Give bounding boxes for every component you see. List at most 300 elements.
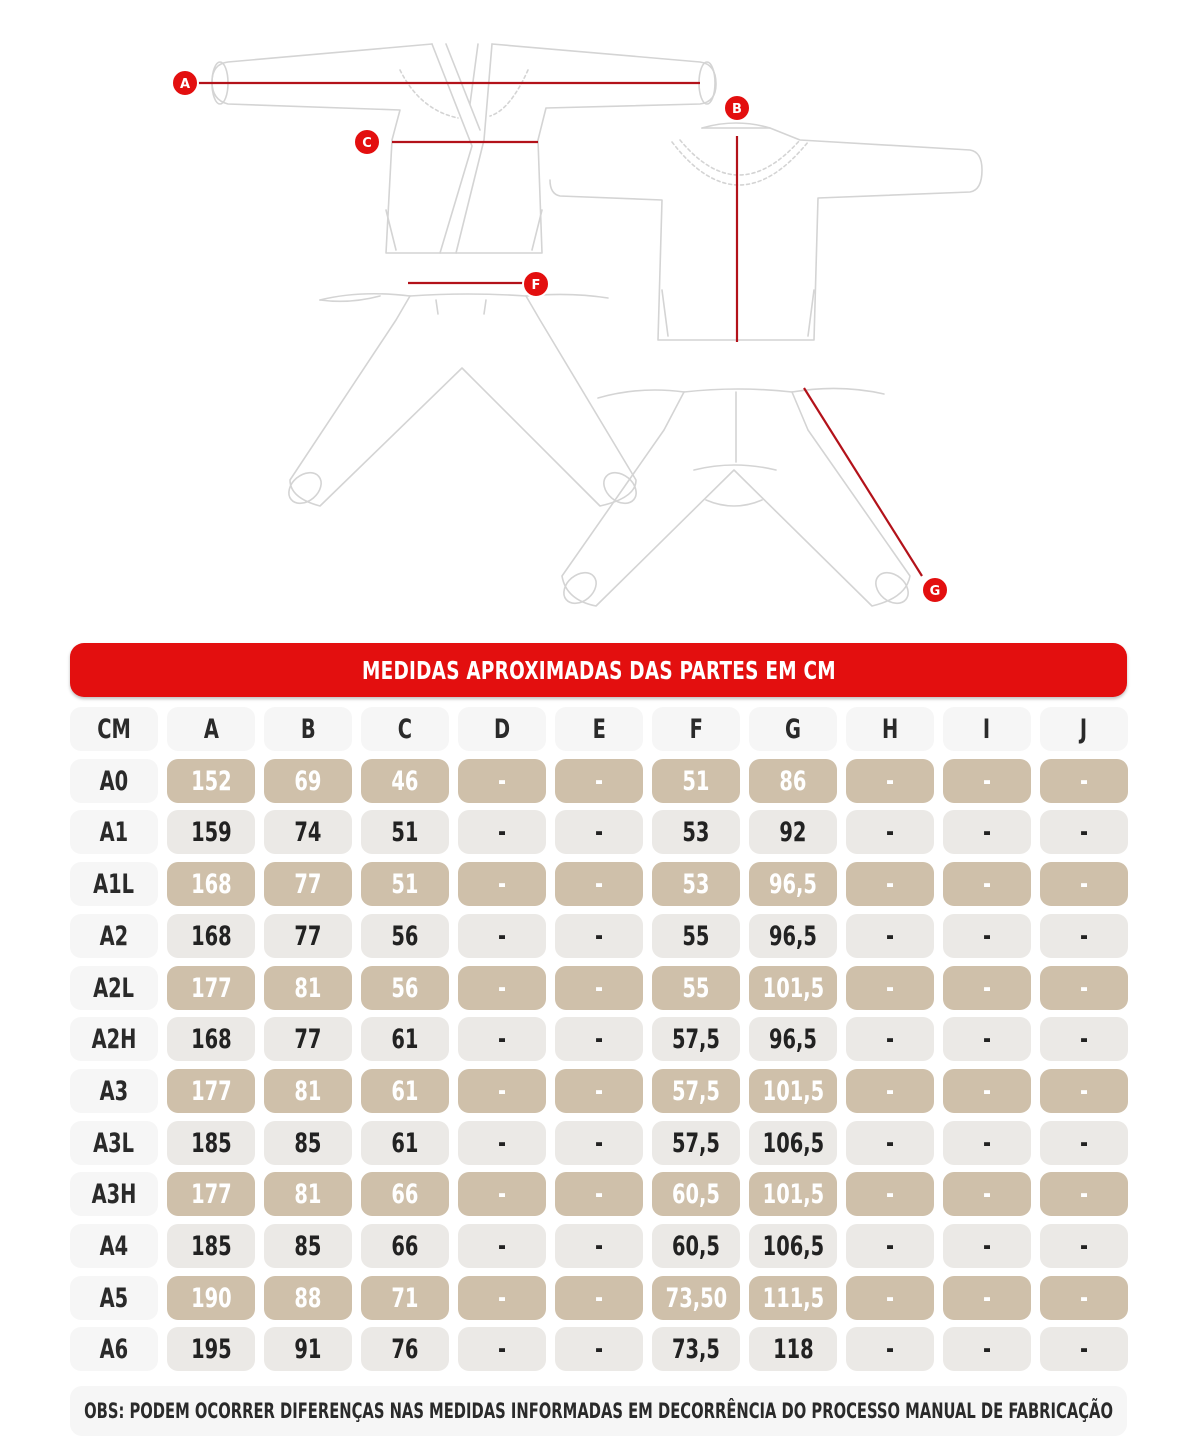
cell-e-text: - xyxy=(594,1023,604,1055)
cell-e-text: - xyxy=(594,920,604,952)
cell-c-text: 61 xyxy=(391,1075,419,1107)
cell-h-text: - xyxy=(885,1178,895,1210)
pants-back-illustration xyxy=(558,388,914,609)
cell-i xyxy=(943,966,1031,1010)
cell-j xyxy=(1040,1069,1128,1113)
cell-g-text: 101,5 xyxy=(762,1075,824,1107)
cell-i xyxy=(943,862,1031,906)
cell-a-text: 168 xyxy=(190,1023,232,1055)
cell-j xyxy=(1040,1327,1128,1371)
cell-f-text: 60,5 xyxy=(672,1230,720,1262)
cell-b xyxy=(264,1121,352,1165)
cell-f-text: 57,5 xyxy=(672,1127,720,1159)
cell-b-text: 74 xyxy=(294,816,322,848)
cell-f-text: 55 xyxy=(682,972,710,1004)
size-label-text: A2H xyxy=(91,1023,137,1055)
table-row-a3l xyxy=(70,1121,1130,1165)
cell-g-text: 101,5 xyxy=(762,972,824,1004)
cell-a-text: 159 xyxy=(190,816,232,848)
cell-f xyxy=(652,1172,740,1216)
cell-d-text: - xyxy=(497,1230,507,1262)
table-row-a0 xyxy=(70,759,1130,803)
cell-i-text: - xyxy=(982,765,992,797)
jacket-back-illustration xyxy=(550,123,982,340)
cell-i xyxy=(943,810,1031,854)
cell-d-text: - xyxy=(497,1023,507,1055)
cell-j-text: - xyxy=(1079,1075,1089,1107)
cell-j-text: - xyxy=(1079,868,1089,900)
cell-i-text: - xyxy=(982,816,992,848)
cell-a xyxy=(167,1276,255,1320)
cell-d xyxy=(458,914,546,958)
column-header-i xyxy=(943,707,1031,751)
size-label xyxy=(70,1276,158,1320)
column-header-cm xyxy=(70,707,158,751)
cell-j-text: - xyxy=(1079,1178,1089,1210)
cell-d xyxy=(458,759,546,803)
table-row-a3h xyxy=(70,1172,1130,1216)
cell-j-text: - xyxy=(1079,972,1089,1004)
cell-b xyxy=(264,966,352,1010)
size-label xyxy=(70,1172,158,1216)
cell-b-text: 77 xyxy=(294,920,322,952)
cell-c xyxy=(361,759,449,803)
measure-line-g xyxy=(804,388,922,576)
cell-c xyxy=(361,1069,449,1113)
cell-j xyxy=(1040,862,1128,906)
column-header-b xyxy=(264,707,352,751)
cell-c xyxy=(361,1276,449,1320)
cell-g xyxy=(749,759,837,803)
table-title: MEDIDAS APROXIMADAS DAS PARTES EM CM xyxy=(361,655,836,685)
table-row-a1 xyxy=(70,810,1130,854)
cell-c xyxy=(361,1172,449,1216)
cell-h xyxy=(846,862,934,906)
cell-e xyxy=(555,1069,643,1113)
cell-c xyxy=(361,1224,449,1268)
column-header-h-text: H xyxy=(881,713,899,745)
cell-h-text: - xyxy=(885,1230,895,1262)
cell-i-text: - xyxy=(982,920,992,952)
cell-g-text: 101,5 xyxy=(762,1178,824,1210)
column-header-e-text: E xyxy=(592,713,606,745)
cell-h-text: - xyxy=(885,972,895,1004)
cell-g-text: 96,5 xyxy=(769,868,817,900)
cell-i xyxy=(943,1224,1031,1268)
cell-e-text: - xyxy=(594,972,604,1004)
cell-h-text: - xyxy=(885,1075,895,1107)
column-header-j-text: J xyxy=(1080,713,1088,745)
cell-i-text: - xyxy=(982,868,992,900)
size-label-text: A1 xyxy=(99,816,129,848)
cell-b xyxy=(264,862,352,906)
cell-c xyxy=(361,810,449,854)
cell-b-text: 85 xyxy=(294,1127,322,1159)
table-header-row xyxy=(70,707,1130,751)
size-label xyxy=(70,759,158,803)
size-label-text: A3L xyxy=(93,1127,135,1159)
cell-e xyxy=(555,914,643,958)
cell-a-text: 152 xyxy=(190,765,232,797)
size-label xyxy=(70,966,158,1010)
cell-g-text: 118 xyxy=(772,1333,814,1365)
cell-a-text: 177 xyxy=(190,972,232,1004)
cell-i xyxy=(943,1121,1031,1165)
marker-a xyxy=(172,70,198,96)
table-row-a5 xyxy=(70,1276,1130,1320)
size-label-text: A2 xyxy=(99,920,129,952)
cell-b xyxy=(264,1224,352,1268)
marker-c xyxy=(354,129,380,155)
cell-i xyxy=(943,1069,1031,1113)
cell-b xyxy=(264,1017,352,1061)
cell-b-text: 81 xyxy=(294,1178,322,1210)
cell-g-text: 106,5 xyxy=(762,1127,824,1159)
pants-front-illustration xyxy=(283,294,642,510)
cell-e-text: - xyxy=(594,1230,604,1262)
cell-e xyxy=(555,862,643,906)
cell-d-text: - xyxy=(497,765,507,797)
cell-h-text: - xyxy=(885,1333,895,1365)
cell-f xyxy=(652,862,740,906)
cell-c xyxy=(361,914,449,958)
column-header-cm-text: CM xyxy=(97,713,131,745)
cell-e xyxy=(555,1276,643,1320)
cell-i-text: - xyxy=(982,1230,992,1262)
table-row-a3 xyxy=(70,1069,1130,1113)
cell-a-text: 190 xyxy=(190,1282,232,1314)
cell-h xyxy=(846,1327,934,1371)
marker-b xyxy=(724,95,750,121)
cell-j xyxy=(1040,1276,1128,1320)
cell-f-text: 73,5 xyxy=(672,1333,720,1365)
cell-e xyxy=(555,1121,643,1165)
cell-b xyxy=(264,1172,352,1216)
cell-b-text: 77 xyxy=(294,1023,322,1055)
cell-d xyxy=(458,1172,546,1216)
cell-d-text: - xyxy=(497,1075,507,1107)
cell-d-text: - xyxy=(497,868,507,900)
size-label-text: A2L xyxy=(93,972,135,1004)
column-header-f-text: F xyxy=(689,713,703,745)
cell-e xyxy=(555,810,643,854)
cell-a xyxy=(167,1327,255,1371)
size-label-text: A6 xyxy=(99,1333,129,1365)
svg-text:C: C xyxy=(362,136,372,151)
cell-j-text: - xyxy=(1079,765,1089,797)
cell-h xyxy=(846,1121,934,1165)
cell-g xyxy=(749,1276,837,1320)
cell-a xyxy=(167,1017,255,1061)
size-label xyxy=(70,1017,158,1061)
cell-j-text: - xyxy=(1079,1282,1089,1314)
cell-j xyxy=(1040,1224,1128,1268)
cell-g-text: 106,5 xyxy=(762,1230,824,1262)
cell-h-text: - xyxy=(885,1023,895,1055)
cell-c-text: 71 xyxy=(391,1282,419,1314)
cell-d xyxy=(458,1069,546,1113)
column-header-e xyxy=(555,707,643,751)
cell-d-text: - xyxy=(497,1178,507,1210)
cell-f-text: 57,5 xyxy=(672,1075,720,1107)
table-row-a1l xyxy=(70,862,1130,906)
cell-i xyxy=(943,1017,1031,1061)
cell-j xyxy=(1040,1121,1128,1165)
cell-h xyxy=(846,1276,934,1320)
cell-h xyxy=(846,966,934,1010)
cell-h xyxy=(846,1069,934,1113)
column-header-a-text: A xyxy=(203,713,219,745)
size-label xyxy=(70,1327,158,1371)
table-row-a2l xyxy=(70,966,1130,1010)
cell-j-text: - xyxy=(1079,1023,1089,1055)
size-label-text: A1L xyxy=(93,868,135,900)
cell-b-text: 81 xyxy=(294,1075,322,1107)
cell-j xyxy=(1040,966,1128,1010)
cell-i-text: - xyxy=(982,1127,992,1159)
cell-g xyxy=(749,1224,837,1268)
cell-f-text: 53 xyxy=(682,868,710,900)
cell-d xyxy=(458,810,546,854)
cell-f-text: 60,5 xyxy=(672,1178,720,1210)
cell-d-text: - xyxy=(497,816,507,848)
cell-b xyxy=(264,1069,352,1113)
cell-b xyxy=(264,914,352,958)
cell-g xyxy=(749,1017,837,1061)
cell-c-text: 61 xyxy=(391,1023,419,1055)
cell-e xyxy=(555,966,643,1010)
cell-f xyxy=(652,1224,740,1268)
cell-h-text: - xyxy=(885,1282,895,1314)
cell-c-text: 51 xyxy=(391,816,419,848)
cell-f xyxy=(652,914,740,958)
cell-a-text: 168 xyxy=(190,868,232,900)
cell-a xyxy=(167,914,255,958)
svg-text:A: A xyxy=(179,77,191,92)
cell-d xyxy=(458,966,546,1010)
cell-a xyxy=(167,810,255,854)
size-label xyxy=(70,914,158,958)
cell-e-text: - xyxy=(594,1178,604,1210)
cell-b-text: 69 xyxy=(294,765,322,797)
cell-c-text: 66 xyxy=(391,1230,419,1262)
cell-a-text: 168 xyxy=(190,920,232,952)
cell-f xyxy=(652,1121,740,1165)
cell-i xyxy=(943,1276,1031,1320)
cell-e xyxy=(555,1224,643,1268)
cell-d xyxy=(458,1017,546,1061)
cell-g xyxy=(749,914,837,958)
cell-e xyxy=(555,1172,643,1216)
column-header-f xyxy=(652,707,740,751)
cell-f xyxy=(652,966,740,1010)
cell-c xyxy=(361,966,449,1010)
cell-h xyxy=(846,1172,934,1216)
column-header-b-text: B xyxy=(300,713,316,745)
cell-a xyxy=(167,1172,255,1216)
cell-b-text: 85 xyxy=(294,1230,322,1262)
column-header-c-text: C xyxy=(397,713,413,745)
cell-c-text: 66 xyxy=(391,1178,419,1210)
cell-h-text: - xyxy=(885,1127,895,1159)
cell-a-text: 177 xyxy=(190,1178,232,1210)
cell-g-text: 96,5 xyxy=(769,920,817,952)
table-row-a2 xyxy=(70,914,1130,958)
cell-e-text: - xyxy=(594,816,604,848)
column-header-g-text: G xyxy=(785,713,801,745)
cell-b xyxy=(264,759,352,803)
cell-j-text: - xyxy=(1079,1127,1089,1159)
cell-a-text: 185 xyxy=(190,1230,232,1262)
cell-i-text: - xyxy=(982,1075,992,1107)
column-header-h xyxy=(846,707,934,751)
cell-h-text: - xyxy=(885,765,895,797)
cell-e-text: - xyxy=(594,1333,604,1365)
cell-d xyxy=(458,1121,546,1165)
cell-i xyxy=(943,759,1031,803)
cell-h xyxy=(846,914,934,958)
cell-e-text: - xyxy=(594,765,604,797)
cell-g xyxy=(749,1327,837,1371)
cell-i-text: - xyxy=(982,972,992,1004)
cell-a xyxy=(167,966,255,1010)
column-header-d-text: D xyxy=(493,713,511,745)
cell-g-text: 86 xyxy=(779,765,807,797)
cell-c xyxy=(361,862,449,906)
cell-b-text: 77 xyxy=(294,868,322,900)
cell-f xyxy=(652,1276,740,1320)
size-label-text: A3 xyxy=(99,1075,129,1107)
cell-c xyxy=(361,1121,449,1165)
cell-f xyxy=(652,1017,740,1061)
cell-c-text: 46 xyxy=(391,765,419,797)
cell-e-text: - xyxy=(594,868,604,900)
column-header-d xyxy=(458,707,546,751)
cell-e xyxy=(555,1327,643,1371)
cell-c-text: 61 xyxy=(391,1127,419,1159)
cell-i-text: - xyxy=(982,1023,992,1055)
table-row-a4 xyxy=(70,1224,1130,1268)
size-label xyxy=(70,862,158,906)
cell-a xyxy=(167,862,255,906)
cell-b xyxy=(264,1276,352,1320)
cell-d xyxy=(458,1224,546,1268)
cell-a xyxy=(167,1121,255,1165)
cell-e-text: - xyxy=(594,1127,604,1159)
cell-e xyxy=(555,759,643,803)
cell-a-text: 195 xyxy=(190,1333,232,1365)
cell-f-text: 53 xyxy=(682,816,710,848)
marker-g xyxy=(922,577,948,603)
cell-a-text: 185 xyxy=(190,1127,232,1159)
cell-f-text: 73,50 xyxy=(665,1282,727,1314)
cell-c-text: 56 xyxy=(391,972,419,1004)
cell-f-text: 57,5 xyxy=(672,1023,720,1055)
cell-j xyxy=(1040,810,1128,854)
cell-g xyxy=(749,1172,837,1216)
size-label xyxy=(70,1069,158,1113)
cell-i-text: - xyxy=(982,1282,992,1314)
cell-h-text: - xyxy=(885,868,895,900)
cell-i xyxy=(943,1327,1031,1371)
cell-e-text: - xyxy=(594,1075,604,1107)
cell-g xyxy=(749,1069,837,1113)
cell-b-text: 91 xyxy=(294,1333,322,1365)
cell-d-text: - xyxy=(497,1333,507,1365)
size-label xyxy=(70,1121,158,1165)
cell-c xyxy=(361,1017,449,1061)
cell-a xyxy=(167,1069,255,1113)
cell-g-text: 96,5 xyxy=(769,1023,817,1055)
cell-j xyxy=(1040,759,1128,803)
cell-i xyxy=(943,914,1031,958)
cell-j-text: - xyxy=(1079,1230,1089,1262)
cell-b xyxy=(264,810,352,854)
cell-i-text: - xyxy=(982,1333,992,1365)
column-header-c xyxy=(361,707,449,751)
size-label-text: A4 xyxy=(99,1230,129,1262)
cell-g xyxy=(749,966,837,1010)
cell-f xyxy=(652,759,740,803)
svg-text:B: B xyxy=(732,102,742,117)
cell-h xyxy=(846,759,934,803)
cell-g-text: 111,5 xyxy=(762,1282,824,1314)
cell-d-text: - xyxy=(497,920,507,952)
cell-a xyxy=(167,759,255,803)
cell-b-text: 88 xyxy=(294,1282,322,1314)
cell-g xyxy=(749,810,837,854)
manufacturing-note-text: OBS: PODEM OCORRER DIFERENÇAS NAS MEDIDAS INFORMADAS EM DECORRÊNCIA DO PROCESSO MANUAL DE FABRICAÇÃO xyxy=(84,1399,1113,1423)
cell-b-text: 81 xyxy=(294,972,322,1004)
column-header-j xyxy=(1040,707,1128,751)
size-label xyxy=(70,810,158,854)
table-row-a2h xyxy=(70,1017,1130,1061)
cell-h xyxy=(846,1224,934,1268)
cell-g xyxy=(749,1121,837,1165)
cell-j xyxy=(1040,1172,1128,1216)
cell-b xyxy=(264,1327,352,1371)
manufacturing-note xyxy=(70,1386,1127,1436)
cell-j xyxy=(1040,1017,1128,1061)
cell-c-text: 56 xyxy=(391,920,419,952)
cell-g-text: 92 xyxy=(779,816,807,848)
cell-j-text: - xyxy=(1079,816,1089,848)
cell-f-text: 55 xyxy=(682,920,710,952)
cell-i xyxy=(943,1172,1031,1216)
cell-f xyxy=(652,1069,740,1113)
cell-c xyxy=(361,1327,449,1371)
cell-d-text: - xyxy=(497,1282,507,1314)
cell-c-text: 51 xyxy=(391,868,419,900)
cell-d-text: - xyxy=(497,1127,507,1159)
size-label-text: A3H xyxy=(91,1178,137,1210)
cell-f-text: 51 xyxy=(682,765,710,797)
size-label-text: A5 xyxy=(99,1282,129,1314)
cell-c-text: 76 xyxy=(391,1333,419,1365)
cell-h-text: - xyxy=(885,920,895,952)
cell-j-text: - xyxy=(1079,920,1089,952)
column-header-g xyxy=(749,707,837,751)
cell-d xyxy=(458,1276,546,1320)
cell-d-text: - xyxy=(497,972,507,1004)
cell-i-text: - xyxy=(982,1178,992,1210)
cell-e xyxy=(555,1017,643,1061)
svg-text:G: G xyxy=(929,584,941,599)
svg-text:F: F xyxy=(531,278,541,293)
table-title-banner xyxy=(70,643,1127,697)
cell-g xyxy=(749,862,837,906)
cell-f xyxy=(652,810,740,854)
